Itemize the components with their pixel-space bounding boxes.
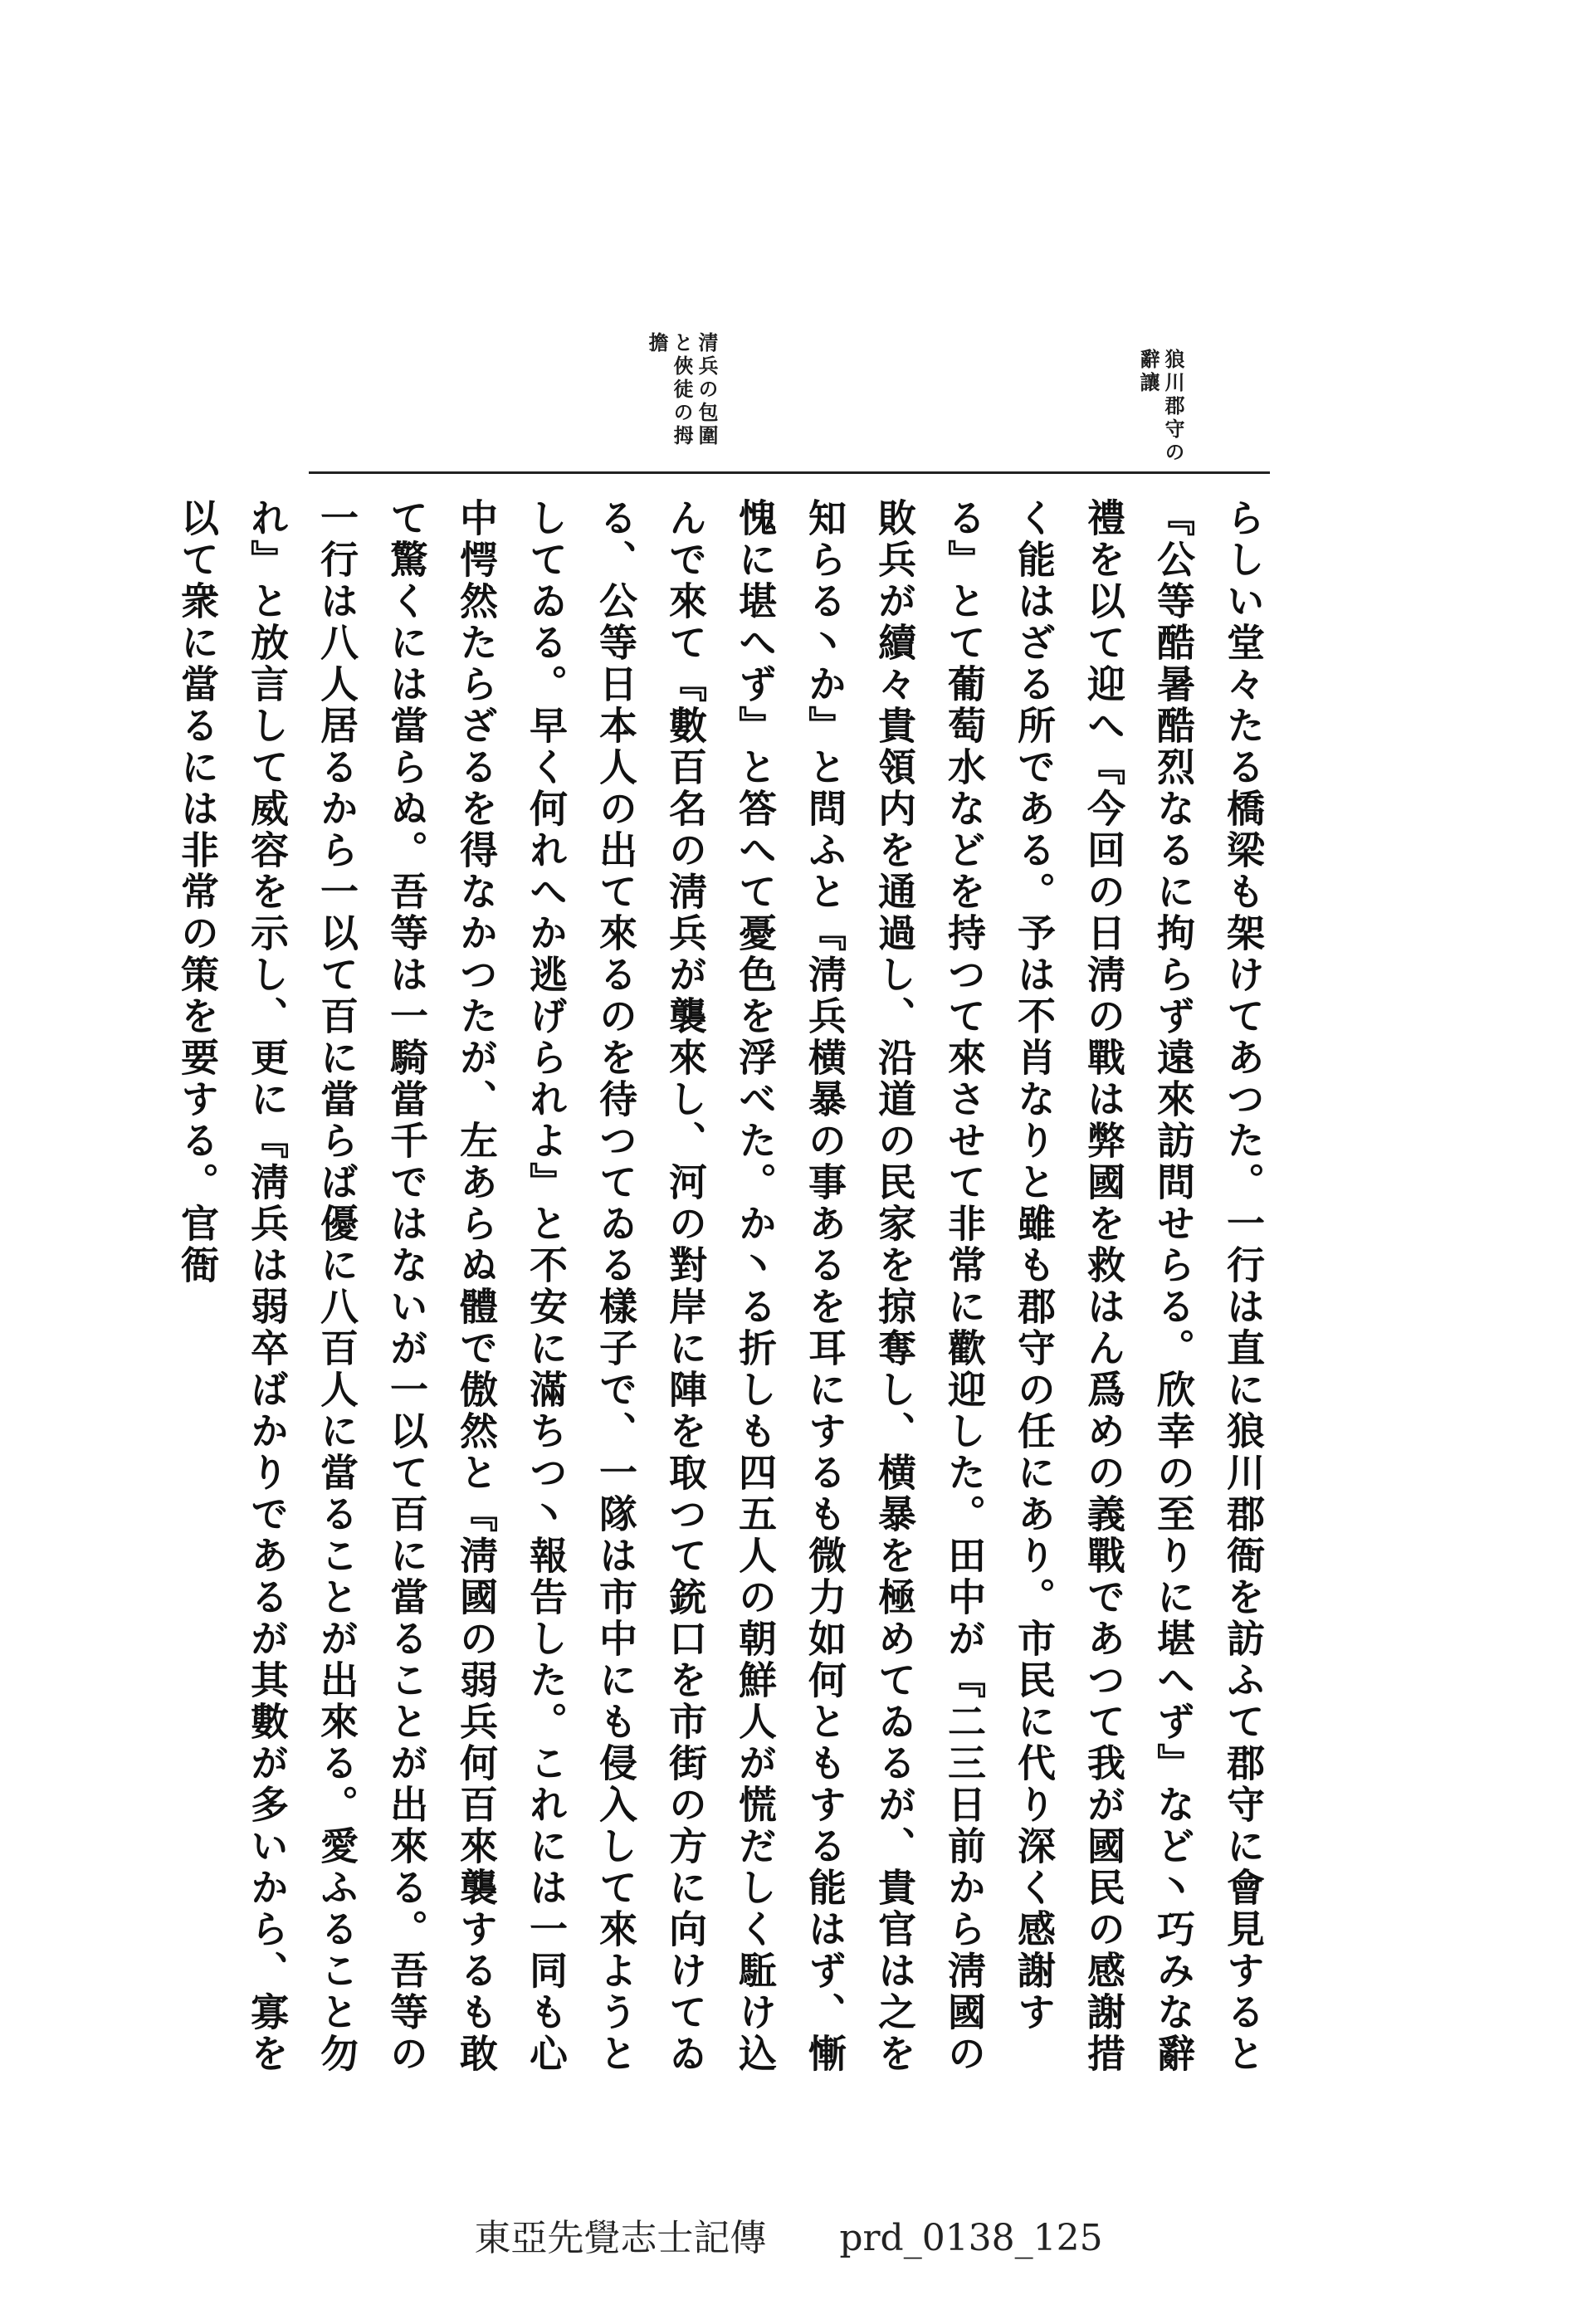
headnote-gunshu-jijo: 狼川郡守の辭讓 bbox=[1136, 349, 1185, 465]
page-footer bbox=[0, 2208, 1577, 2261]
footer-page-code: prd_0138_125 bbox=[839, 2217, 1103, 2259]
headnote-shinhei-houi: 清兵の包圍と俠徒の拇擔 bbox=[645, 332, 719, 448]
main-text-column bbox=[175, 498, 1278, 2092]
body-paragraph: らしい堂々たる橋梁も架けてあつた。一行は直に狼川郡衙を訪ふて郡守に會見すると『公等酷暑酷烈なるに拘らず遠來訪問せらる。欣幸の至りに堪へず』など丶巧みな辭禮を以て迎へ『今回の日淸の戰は弊國を救はん爲めの義戰であつて我が國民の感謝措く能はざる所である。予は不肖なりと雖も郡守の任にあり。市民に代り深く感謝する』とて葡萄水などを持つて來させて非常に歡迎した。田中が『二三日前から淸國の敗兵が續々貴領内を通過し、沿道の民家を掠奪し、横暴を極めてゐるが、貴官は之を知らる丶か』と問ふと『淸兵横暴の事あるを耳にするも微力如何ともする能はず、慚愧に堪へず』と答へて憂色を浮べた。か丶る折しも四五人の朝鮮人が慌だしく駈け込んで來て『數百名の淸兵が襲來し、河の對岸に陣を取つて銃口を市街の方に向けてゐる、公等日本人の出て來るのを待つてゐる樣子で、一隊は市中にも侵入して來ようとしてゐる。早く何れへか逃げられよ』と不安に滿ちつ丶報告した。これには一同も心中愕然たらざるを得なかつたが、左あらぬ體で傲然と『淸國の弱兵何百來襲するも敢て驚くには當らぬ。吾等は一騎當千ではないが一以て百に當ることが出來る。吾等の一行は八人居るから一以て百に當らば優に八百人に當ることが出來る。愛ふること勿れ』と放言して威容を示し、更に『淸兵は弱卒ばかりであるが其數が多いから、寡を以て衆に當るには非常の策を要する。官衙 bbox=[175, 498, 1266, 2075]
footer-book-title: 東亞先覺志士記傳 bbox=[474, 2217, 767, 2259]
header-divider bbox=[309, 471, 1270, 474]
